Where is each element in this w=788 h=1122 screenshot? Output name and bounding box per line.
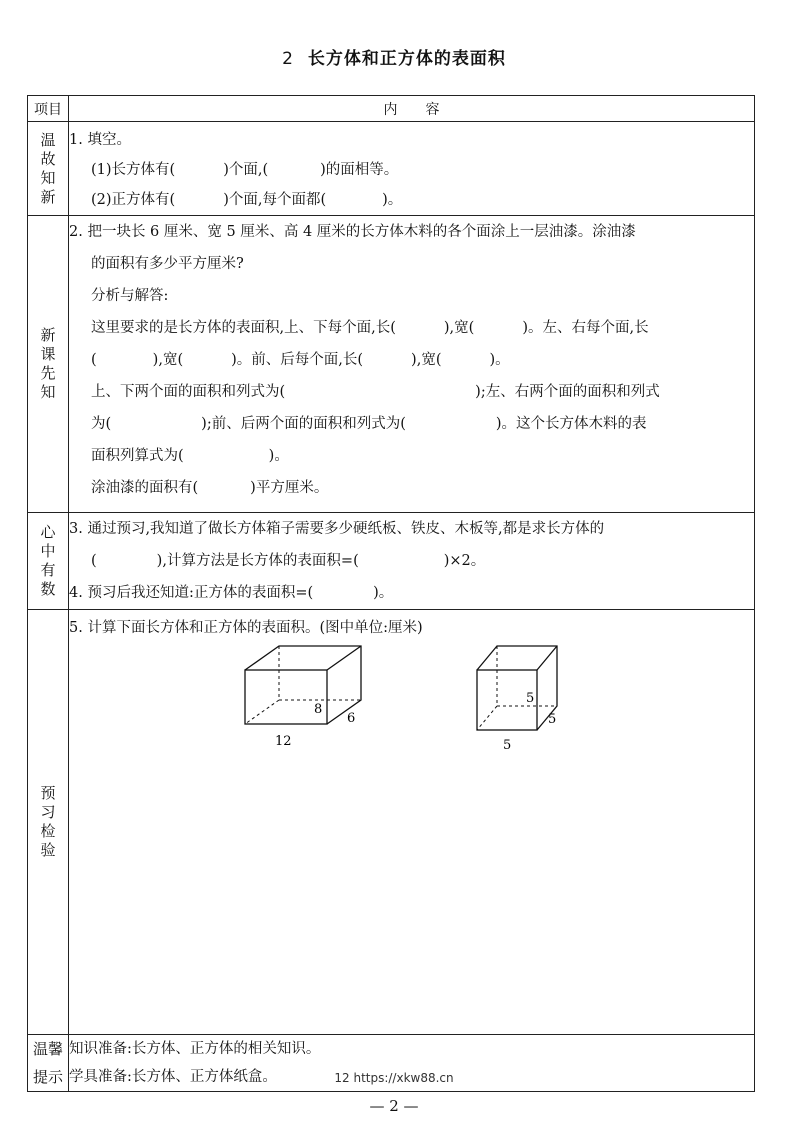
cube-length-label: 5 xyxy=(503,738,512,753)
section-label-preview: 新课先知 xyxy=(40,326,56,401)
section-label-tips-2: 提示 xyxy=(32,1068,63,1086)
section-label-review: 温故知新 xyxy=(40,130,56,206)
section-preview xyxy=(28,216,755,513)
q1-a: (1)长方体有( )个面,( )的面相等。 xyxy=(91,162,399,178)
cuboid-width-label: 6 xyxy=(347,711,356,726)
tips-line1: 知识准备:长方体、正方体的相关知识。 xyxy=(69,1041,321,1057)
analysis-line2: ( ),宽( )。前、后每个面,长( ),宽( )。 xyxy=(91,352,510,368)
page-title xyxy=(0,44,788,69)
cuboid-length-label: 12 xyxy=(275,734,292,749)
section-review xyxy=(28,122,755,216)
analysis-heading: 分析与解答: xyxy=(91,288,169,304)
cube-height-label: 5 xyxy=(526,691,535,706)
analysis-line5: 面积列算式为( )。 xyxy=(91,448,289,464)
section-label-check: 预习检验 xyxy=(40,784,56,859)
analysis-line1: 这里要求的是长方体的表面积,上、下每个面,长( ),宽( )。左、右每个面,长 xyxy=(91,320,649,336)
page-number: — 2 — xyxy=(369,1097,419,1115)
header-item: 项目 xyxy=(28,96,69,122)
analysis-line6: 涂油漆的面积有( )平方厘米。 xyxy=(91,480,329,496)
section-mind xyxy=(28,513,755,610)
cube-figure xyxy=(477,646,557,730)
section-label-tips-1: 温馨 xyxy=(32,1040,63,1058)
q1-b: (2)正方体有( )个面,每个面都( )。 xyxy=(91,192,403,208)
lesson-title: 长方体和正方体的表面积 xyxy=(307,49,506,69)
section-label-mind: 心中有数 xyxy=(40,523,56,598)
cube-width-label: 5 xyxy=(548,712,557,727)
q1-title: 1. 填空。 xyxy=(69,132,131,148)
table-header-row xyxy=(28,96,755,122)
q3-line2: ( ),计算方法是长方体的表面积=( )×2。 xyxy=(91,553,486,569)
q2-line1: 2. 把一块长 6 厘米、宽 5 厘米、高 4 厘米的长方体木料的各个面涂上一层油漆。涂油漆 xyxy=(69,224,636,240)
tips-line2: 学具准备:长方体、正方体纸盒。 xyxy=(69,1069,277,1085)
lesson-number: 2 xyxy=(282,49,294,69)
solids-figure xyxy=(69,644,689,784)
q3-line1: 3. 通过预习,我知道了做长方体箱子需要多少硬纸板、铁皮、木板等,都是求长方体的 xyxy=(69,521,605,537)
q2-line2: 的面积有多少平方厘米? xyxy=(91,256,244,272)
header-content: 内 容 xyxy=(69,96,755,122)
q4-line: 4. 预习后我还知道:正方体的表面积=( )。 xyxy=(69,585,394,601)
worksheet-table xyxy=(27,95,755,1092)
cuboid-height-label: 8 xyxy=(314,702,323,717)
watermark-url: 12 https://xkw88.cn xyxy=(334,1071,454,1085)
analysis-line3: 上、下两个面的面积和列式为( );左、右两个面的面积和列式 xyxy=(91,384,660,400)
analysis-line4: 为( );前、后两个面的面积和列式为( )。这个长方体木料的表 xyxy=(91,416,647,432)
section-check xyxy=(28,610,755,1035)
cuboid-figure xyxy=(245,646,361,724)
q5-line: 5. 计算下面长方体和正方体的表面积。(图中单位:厘米) xyxy=(69,620,423,636)
